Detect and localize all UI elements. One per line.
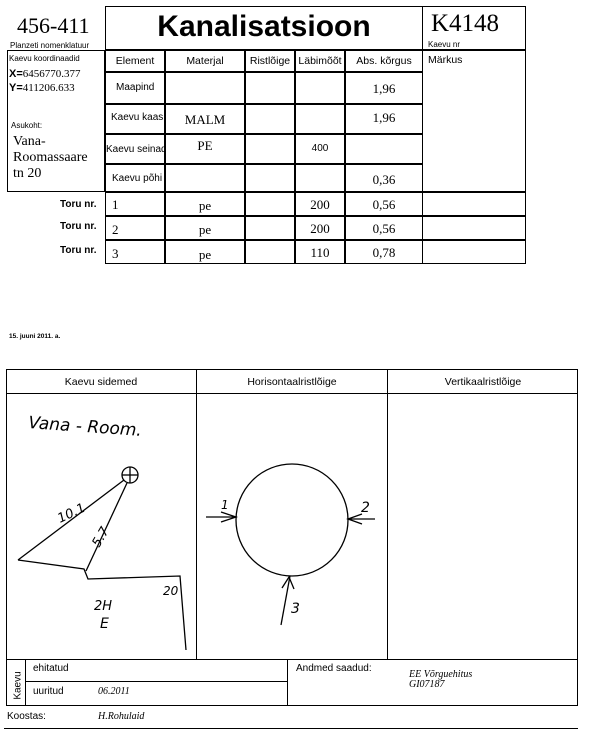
location-line1: Vana-	[13, 134, 46, 149]
table-row-element	[105, 164, 165, 192]
th-cross-section-text: Ristlõige	[249, 55, 291, 67]
table-cell	[245, 164, 295, 192]
footer-row-divider	[25, 681, 287, 682]
table-cell	[105, 192, 165, 216]
footer-mid-divider	[287, 659, 288, 706]
pipe-1-label: 1	[221, 498, 229, 512]
footer-side-divider	[25, 659, 26, 706]
sketch-col2-title: Horisontaalristlõige	[247, 376, 337, 388]
row-seinad-label: Kaevu seinad	[106, 144, 167, 155]
pipe-label-3: Toru nr.	[60, 245, 97, 256]
table-cell	[345, 240, 423, 264]
table-cell	[345, 72, 423, 104]
ties-sketch	[6, 395, 196, 660]
table-cell	[422, 192, 526, 216]
th-element	[105, 50, 165, 72]
table-cell	[165, 164, 245, 192]
table-cell	[245, 192, 295, 216]
row-seinad-material: PE	[197, 138, 213, 153]
table-cell	[165, 192, 245, 216]
table-cell	[245, 134, 295, 164]
pipe2-material: pe	[198, 222, 212, 237]
source-value-1: EE Võrguehitus	[409, 669, 473, 680]
row-kaas-label: Kaevu kaas	[111, 112, 164, 123]
built-label: ehitatud	[33, 663, 69, 674]
measured-label: uuritud	[33, 686, 64, 697]
table-cell	[295, 240, 345, 264]
th-abs-height-text: Abs. kõrgus	[356, 55, 412, 67]
row-seinad-diameter: 400	[311, 143, 329, 154]
table-row-element	[105, 72, 165, 104]
table-cell	[165, 72, 245, 104]
table-cell	[165, 104, 245, 134]
tie-line-2	[86, 483, 127, 571]
location-label: Asukoht:	[11, 121, 43, 130]
date-note: 15. juuni 2011. a.	[9, 333, 61, 340]
coord-y-label: Y=	[9, 82, 23, 94]
row-maapind-height: 1,96	[372, 81, 396, 96]
author-row	[4, 728, 578, 729]
source-label: Andmed saadud:	[296, 663, 372, 674]
table-row-element	[105, 134, 165, 164]
pipe-label-1: Toru nr.	[60, 199, 97, 210]
table-row-element	[105, 104, 165, 134]
row-pohi-label: Kaevu põhi	[112, 173, 163, 184]
table-cell	[165, 240, 245, 264]
pipe1-material: pe	[198, 198, 212, 213]
corner-label: 20	[163, 584, 179, 598]
footer-frame	[6, 659, 578, 706]
nomenclature-label: Planzeti nomenklatuur	[10, 41, 90, 50]
table-cell	[345, 192, 423, 216]
page-title: Kanalisatsioon	[157, 10, 371, 43]
table-cell	[422, 216, 526, 240]
pipe2-diameter: 200	[310, 221, 330, 236]
table-cell	[345, 104, 423, 134]
pipe2-nr: 2	[112, 222, 119, 237]
table-cell	[165, 134, 245, 164]
location-line3: tn 20	[13, 166, 42, 181]
coord-y-value: 411206.633	[22, 82, 75, 94]
coord-x-value: 6456770.377	[22, 68, 81, 80]
th-diameter-text: Läbimõõt	[298, 55, 342, 67]
row-maapind-label: Maapind	[116, 82, 155, 93]
pipe2-height: 0,56	[372, 221, 396, 236]
table-cell	[295, 164, 345, 192]
tie-dist-1: 10.1	[55, 500, 88, 527]
th-material-text: Materjal	[186, 55, 224, 67]
row-kaas-height: 1,96	[372, 110, 396, 125]
well-circle	[236, 464, 348, 576]
table-cell	[105, 216, 165, 240]
author-label: Koostas:	[7, 711, 46, 722]
author-value: H.Rohulaid	[98, 711, 145, 722]
horizontal-section-drawing	[197, 395, 387, 660]
table-cell	[245, 72, 295, 104]
coords-label: Kaevu koordinaadid	[9, 54, 80, 63]
table-cell	[345, 216, 423, 240]
pipe-label-2: Toru nr.	[60, 221, 97, 232]
table-cell	[245, 240, 295, 264]
row-pohi-height: 0,36	[372, 172, 396, 187]
sketch-col3-title: Vertikaalristlõige	[444, 376, 522, 388]
coord-y	[9, 82, 75, 94]
pipe-3-label: 3	[291, 601, 300, 617]
table-cell	[345, 164, 423, 192]
footer-side-label: Kaevu	[12, 671, 24, 700]
pipe3-material: pe	[198, 247, 212, 262]
sketch-hand-title: Vana - Room.	[27, 413, 143, 441]
pipe1-height: 0,56	[372, 197, 396, 212]
table-cell	[422, 240, 526, 264]
coord-x-label: X=	[9, 68, 23, 80]
pipe3-diameter: 110	[310, 245, 330, 260]
source-value-2: GI07187	[409, 679, 445, 690]
row-kaas-material: MALM	[184, 112, 226, 127]
header-nomenclature-box	[7, 7, 105, 51]
location-line2: Roomassaare	[13, 150, 88, 165]
well-number: K4148	[431, 10, 500, 37]
tie-dist-2: 5.7	[89, 524, 113, 550]
pipe3-nr: 3	[112, 246, 119, 261]
table-cell	[295, 72, 345, 104]
building-label-2: E	[100, 616, 109, 632]
pipe3-height: 0,78	[372, 245, 396, 260]
th-diameter	[295, 50, 345, 72]
table-cell	[295, 192, 345, 216]
th-element-text: Element	[115, 55, 155, 67]
table-cell	[295, 216, 345, 240]
coord-x	[9, 68, 81, 80]
th-cross-section	[245, 50, 295, 72]
sketch-col1-title: Kaevu sidemed	[64, 376, 138, 388]
table-cell	[245, 216, 295, 240]
pipe1-diameter: 200	[310, 197, 330, 212]
table-cell	[165, 216, 245, 240]
building-label-1: 2H	[94, 599, 113, 614]
remarks-column	[422, 50, 526, 192]
sketch-col-divider-2	[387, 369, 388, 660]
th-material	[165, 50, 245, 72]
table-cell	[105, 240, 165, 264]
measured-value: 06.2011	[98, 686, 130, 697]
table-cell	[245, 104, 295, 134]
nomenclature-code: 456-411	[17, 13, 90, 38]
th-remarks-text: Märkus	[428, 54, 463, 66]
well-number-label: Kaevu nr	[428, 40, 461, 49]
th-abs-height	[345, 50, 423, 72]
pipe1-nr: 1	[112, 197, 119, 212]
table-cell	[295, 104, 345, 134]
table-cell	[345, 134, 423, 164]
pipe-2-label: 2	[361, 500, 370, 516]
table-cell	[295, 134, 345, 164]
